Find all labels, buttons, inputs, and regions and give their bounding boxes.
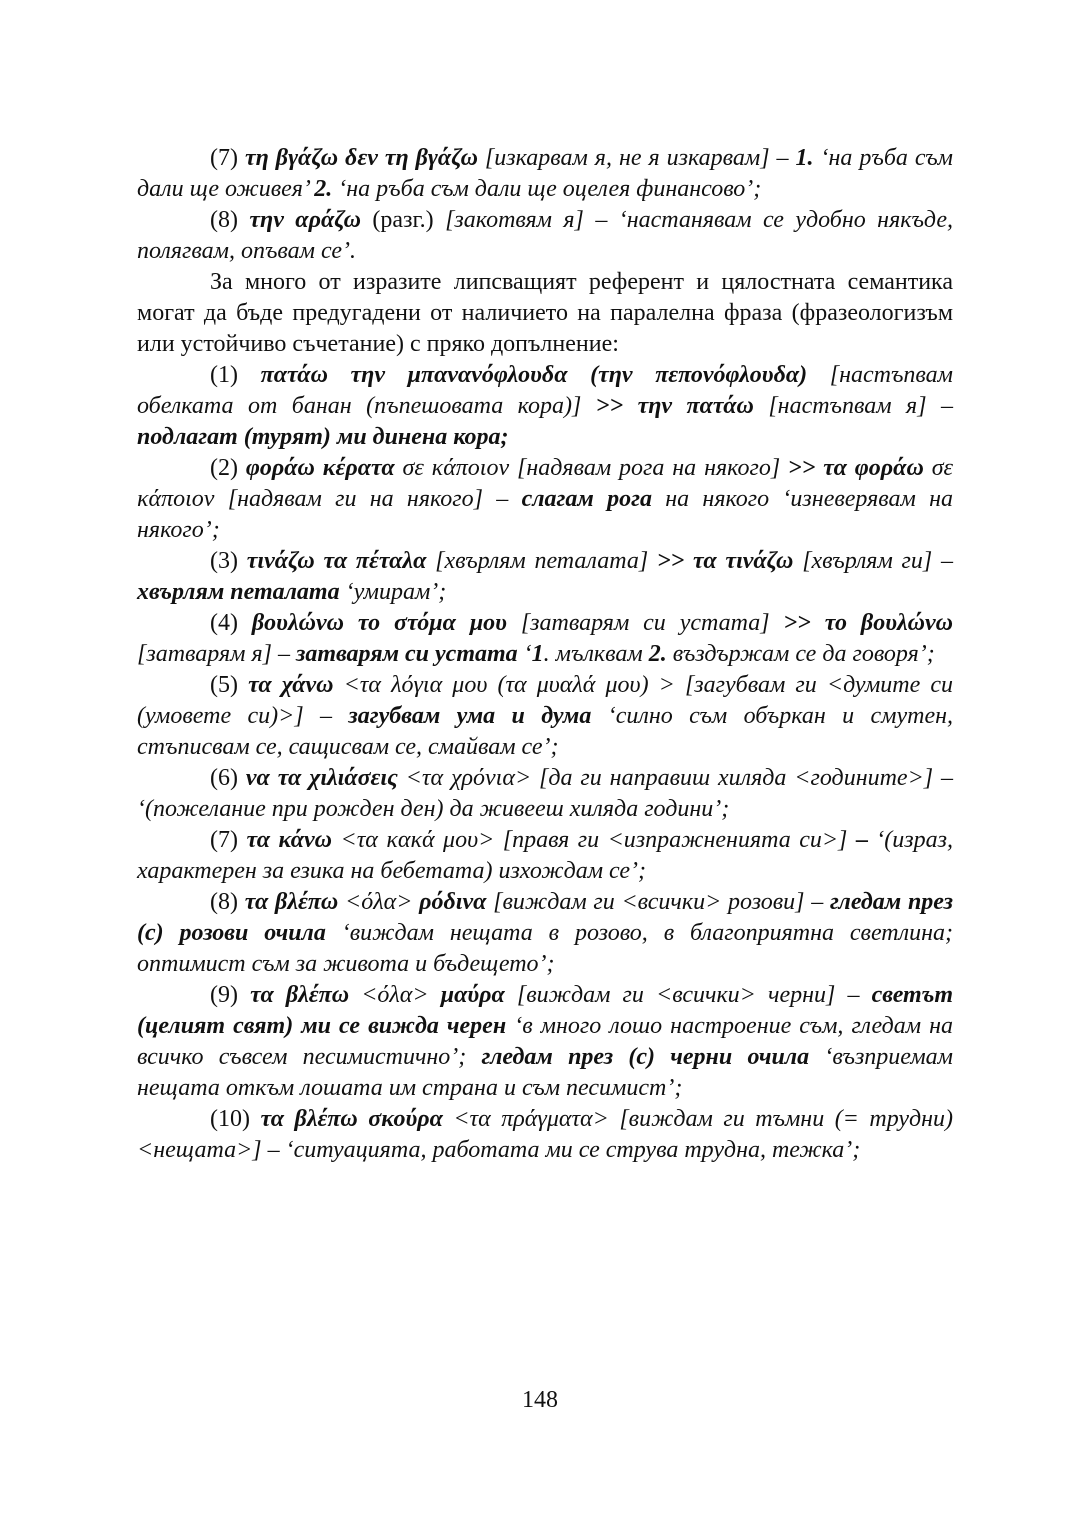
text-run: (8) [210, 889, 245, 915]
paragraph [137, 670, 953, 763]
text-run: За много от изразите липсващият референт и цялостната семантика могат да бъде предугадени от наличието на паралелна фраза (фразеологизъм или устойчиво съчетание) с пряко допълнение: [137, 269, 953, 357]
text-run: >> το βουλώνω [783, 610, 953, 636]
text-run: τη βγάζω δεν τη βγάζω [244, 145, 478, 171]
text-run: [виждам ги <всички> черни] – [504, 982, 872, 1008]
paragraph [137, 887, 953, 980]
text-run: τα κάνω [246, 827, 333, 853]
text-run: (7) [210, 827, 247, 853]
text-run: гледам през (с) розови очила [137, 889, 954, 946]
text-run: затварям си устата [295, 641, 518, 667]
text-run: 1. [795, 145, 814, 171]
text-run: . мълквам [543, 641, 649, 667]
paragraph [137, 980, 953, 1104]
text-run: (6) [210, 765, 246, 791]
text-run: ‘на ръба съм дали ще оцелея финансово’; [332, 176, 762, 202]
text-run: – [855, 827, 868, 853]
text-run: (4) [210, 610, 252, 636]
text-run: [хвърлям петалата] [426, 548, 657, 574]
text-run: βουλώνω το στόμα μου [251, 610, 507, 636]
text-run: (5) [210, 672, 249, 698]
text-run: [хвърлям ги] – [793, 548, 954, 574]
paragraph [137, 143, 953, 205]
text-run: (1) [210, 362, 261, 388]
text-run: 2. [314, 176, 333, 202]
text-run: гледам през (с) черни очила [481, 1044, 810, 1070]
text-run: (10) [210, 1106, 261, 1132]
paragraph [137, 763, 953, 825]
text-run: <τα χρόνια> [да ги направиш хиляда <годините>] – ‘(пожелание при рожден ден) да живееш хиляда години’; [137, 765, 954, 822]
text-run: (8) [210, 207, 250, 233]
text-run: [виждам ги <всички> розови] – [486, 889, 830, 915]
text-run: 1 [531, 641, 544, 667]
paragraph [137, 825, 953, 887]
text-run: τα βλέπω [244, 889, 339, 915]
text-run: (2) [210, 455, 246, 481]
paragraph [137, 360, 953, 453]
text-run: (разг.) [360, 207, 446, 233]
text-run: >> την πατάω [595, 393, 754, 419]
text-run: τα χάνω [248, 672, 334, 698]
page-number: 148 [522, 1387, 558, 1413]
paragraph [137, 1104, 953, 1166]
text-run: 2. [648, 641, 667, 667]
paragraph [137, 608, 953, 670]
text-run: слагам рога [521, 486, 652, 512]
text-run: ρόδινα [419, 889, 487, 915]
text-run: ‘в много лошо настроение съм, гледам на всичко съвсем песимистично’; [137, 1013, 953, 1070]
text-run: ‘силно съм объркан и смутен, стъписвам се, сащисвам се, смайвам се’; [137, 703, 954, 760]
text-run: ‘(израз, характерен за езика на бебетата) изхождам се’; [137, 827, 954, 884]
text-run: [затварям я] – [137, 641, 296, 667]
text-run: >> τα τινάζω [656, 548, 794, 574]
text-run: <τα πράγματα> [виждам ги тъмни (= трудни) <нещата>] – ‘ситуацията, работата ми се струва трудна, тежка’; [137, 1106, 954, 1163]
text-run: >> τα φοράω [788, 455, 924, 481]
text-run: ‘умирам’; [339, 579, 447, 605]
page-body [137, 143, 953, 1166]
text-run: (3) [210, 548, 247, 574]
text-run: (9) [210, 982, 251, 1008]
text-run: μαύρα [440, 982, 505, 1008]
text-run: [затварям си устата] [506, 610, 784, 636]
text-run: загубвам ума и дума [348, 703, 592, 729]
text-run: την αράζω [249, 207, 361, 233]
text-run: <όλα> [349, 982, 441, 1008]
text-run: [настъпвам обелката от банан (пъпешовата кора)] [137, 362, 953, 419]
text-run: πατάω την μπανανόφλουδα (την πεπονόφλουδα) [260, 362, 808, 388]
text-run: ‘на ръба съм дали ще оживея’ [137, 145, 953, 202]
text-run: σε κάποιον [надявам рога на някого] [394, 455, 789, 481]
text-run: хвърлям петалата [137, 579, 340, 605]
text-run: светът (целият свят) ми се вижда черен [137, 982, 954, 1039]
text-run: въздържам се да говоря’; [666, 641, 935, 667]
text-run: ‘възприемам нещата откъм лошата им страна и съм песимист’; [137, 1044, 953, 1101]
text-run: ‘виждам нещата в розово, в благоприятна светлина; оптимист съм за живота и бъдещето’; [137, 920, 953, 977]
paragraph [137, 453, 953, 546]
text-run: [закотвям я] – ‘настанявам се удобно някъде, полягвам, опъвам се’. [137, 207, 953, 264]
text-run: τα βλέπω [250, 982, 350, 1008]
text-run: <τα κακά μου> [правя ги <изпражненията си>] [332, 827, 856, 853]
text-run: [изкарвам я, не я изкарвам] – [477, 145, 796, 171]
text-run: ‘ [517, 641, 532, 667]
paragraph [137, 267, 953, 360]
text-run: να τα χιλιάσεις [245, 765, 398, 791]
text-run: на някого ‘изневерявам на някого’; [137, 486, 953, 543]
paragraph [137, 546, 953, 608]
text-run: <τα λόγια μου (τα μυαλά μου) > [загубвам ги <думите си (умовете си)>] – [137, 672, 954, 729]
text-run: τα βλέπω σκούρα [260, 1106, 443, 1132]
text-run: φοράω κέρατα [245, 455, 395, 481]
text-run: [настъпвам я] – [753, 393, 953, 419]
text-run: подлагат (турят) ми динена кора; [137, 424, 509, 450]
text-run: (7) [210, 145, 245, 171]
text-run: <όλα> [338, 889, 420, 915]
paragraph [137, 205, 953, 267]
text-run: σε κάποιον [надявам ги на някого] – [137, 455, 953, 512]
text-run: τινάζω τα πέταλα [246, 548, 427, 574]
